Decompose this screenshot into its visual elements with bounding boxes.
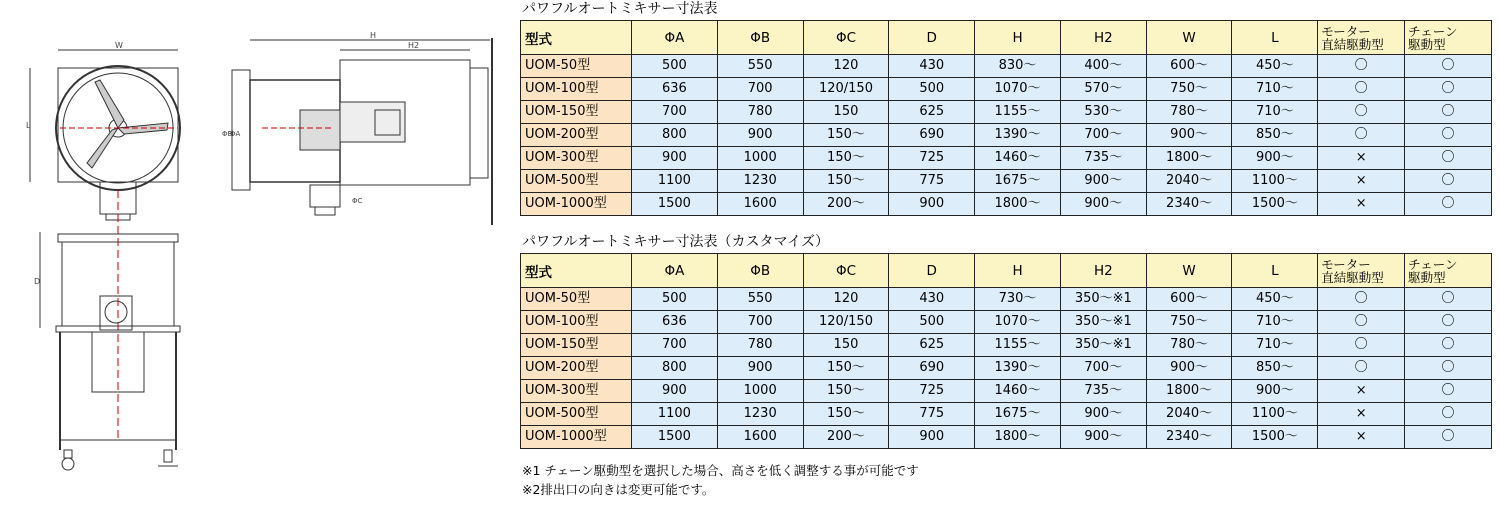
table-cell: 1100～	[1232, 170, 1318, 193]
table-row	[521, 101, 1492, 124]
header-motor-direct-line: モーター	[1321, 256, 1371, 272]
bottom-d-label: D	[34, 277, 41, 286]
table-cell: 1230	[717, 403, 803, 426]
table-cell: 〇	[1318, 55, 1405, 78]
side-phi-a-label: ΦA	[230, 130, 241, 138]
header-chain-drive	[1405, 254, 1492, 288]
header-cell: W	[1146, 21, 1232, 55]
table-cell: 〇	[1405, 334, 1492, 357]
table-header-row	[521, 21, 1492, 55]
model-cell: UOM-100型	[521, 311, 632, 334]
table-cell: 150	[803, 101, 889, 124]
table-cell: 636	[632, 311, 718, 334]
header-motor-direct	[1318, 21, 1405, 55]
table-cell: 〇	[1405, 55, 1492, 78]
table-cell: 900～	[1232, 147, 1318, 170]
table-cell: 900	[717, 124, 803, 147]
header-model: 型式	[521, 21, 632, 55]
table-cell: 900	[717, 357, 803, 380]
table-row	[521, 193, 1492, 216]
table-cell: 1800～	[1146, 380, 1232, 403]
header-cell: ΦC	[803, 254, 889, 288]
table-cell: 450～	[1232, 288, 1318, 311]
table-row	[521, 426, 1492, 449]
table-cell: 900	[889, 426, 975, 449]
table-row	[521, 170, 1492, 193]
technical-drawings	[0, 0, 510, 513]
table-cell: 730～	[975, 288, 1061, 311]
table-cell: ×	[1318, 170, 1405, 193]
model-cell: UOM-300型	[521, 380, 632, 403]
table-cell: 〇	[1405, 357, 1492, 380]
table-cell: 350～※1	[1060, 288, 1146, 311]
table-cell: 900～	[1060, 193, 1146, 216]
table-cell: 1155～	[975, 101, 1061, 124]
table-cell: 625	[889, 101, 975, 124]
table-cell: 775	[889, 403, 975, 426]
table-cell: 1100	[632, 403, 718, 426]
header-cell: D	[889, 254, 975, 288]
table-header-row	[521, 254, 1492, 288]
table-cell: 150～	[803, 357, 889, 380]
side-phi-c-label: ΦC	[352, 197, 363, 205]
table-cell: 900～	[1060, 426, 1146, 449]
table-cell: 690	[889, 357, 975, 380]
table-cell: 725	[889, 380, 975, 403]
mixer-drawing	[0, 0, 510, 513]
model-cell: UOM-50型	[521, 55, 632, 78]
table-cell: 1070～	[975, 78, 1061, 101]
table-cell: 2340～	[1146, 426, 1232, 449]
table-cell: 〇	[1318, 334, 1405, 357]
table-cell: 750～	[1146, 78, 1232, 101]
table-row	[521, 288, 1492, 311]
table-cell: 780	[717, 334, 803, 357]
table-cell: 800	[632, 124, 718, 147]
table-cell: 1500	[632, 426, 718, 449]
table-cell: 530～	[1060, 101, 1146, 124]
table-cell: 150～	[803, 170, 889, 193]
footnote-2: ※2排出口の向きは変更可能です。	[522, 482, 715, 497]
table-cell: 350～※1	[1060, 334, 1146, 357]
table-cell: 700	[632, 101, 718, 124]
table-cell: 775	[889, 170, 975, 193]
table-cell: ×	[1318, 147, 1405, 170]
table-row	[521, 78, 1492, 101]
table-cell: 900	[632, 147, 718, 170]
table-cell: 1390～	[975, 124, 1061, 147]
header-motor-direct-line: 直結駆動型	[1321, 269, 1384, 285]
header-chain-drive-line: チェーン	[1408, 23, 1458, 39]
table-cell: 700	[717, 78, 803, 101]
table-cell: 〇	[1405, 124, 1492, 147]
header-cell: ΦC	[803, 21, 889, 55]
table-cell: 1100～	[1232, 403, 1318, 426]
table-cell: 400～	[1060, 55, 1146, 78]
model-cell: UOM-200型	[521, 124, 632, 147]
side-view	[222, 31, 492, 225]
table-cell: 850～	[1232, 357, 1318, 380]
table-row	[521, 334, 1492, 357]
model-cell: UOM-500型	[521, 170, 632, 193]
table-cell: 〇	[1405, 147, 1492, 170]
table-cell: 830～	[975, 55, 1061, 78]
table-row	[521, 357, 1492, 380]
table-row	[521, 147, 1492, 170]
header-chain-drive-line: チェーン	[1408, 256, 1458, 272]
header-motor-direct-line: 直結駆動型	[1321, 36, 1384, 52]
header-cell: H2	[1060, 21, 1146, 55]
dimension-tables	[520, 0, 1495, 499]
table-cell: 〇	[1405, 311, 1492, 334]
table-cell: 430	[889, 55, 975, 78]
header-cell: L	[1232, 21, 1318, 55]
table-cell: 〇	[1318, 288, 1405, 311]
table-cell: 〇	[1405, 170, 1492, 193]
table-cell: 500	[632, 55, 718, 78]
table-cell: 1600	[717, 426, 803, 449]
model-cell: UOM-300型	[521, 147, 632, 170]
table-cell: 〇	[1318, 124, 1405, 147]
header-chain-drive-line: 駆動型	[1408, 269, 1446, 285]
table-cell: 1460～	[975, 147, 1061, 170]
table-cell: 〇	[1318, 101, 1405, 124]
table-cell: 735～	[1060, 380, 1146, 403]
table-cell: ×	[1318, 403, 1405, 426]
table-cell: 1155～	[975, 334, 1061, 357]
table-cell: 800	[632, 357, 718, 380]
table-cell: 636	[632, 78, 718, 101]
table-cell: 500	[889, 311, 975, 334]
table-cell: 850～	[1232, 124, 1318, 147]
table-cell: 〇	[1405, 101, 1492, 124]
header-cell: D	[889, 21, 975, 55]
header-cell: H2	[1060, 254, 1146, 288]
table-cell: 150～	[803, 147, 889, 170]
table-cell: 150	[803, 334, 889, 357]
table-row	[521, 380, 1492, 403]
table-cell: 200～	[803, 193, 889, 216]
table-cell: 〇	[1318, 357, 1405, 380]
table-cell: 725	[889, 147, 975, 170]
table-cell: 625	[889, 334, 975, 357]
table-cell: 710～	[1232, 311, 1318, 334]
custom-dimension-table	[520, 253, 1492, 449]
table-cell: 570～	[1060, 78, 1146, 101]
stand-view	[34, 190, 180, 470]
header-chain-drive	[1405, 21, 1492, 55]
table-cell: 900～	[1060, 403, 1146, 426]
side-phi-b-label: ΦB	[222, 130, 233, 138]
header-cell: ΦB	[717, 254, 803, 288]
table-cell: ×	[1318, 426, 1405, 449]
front-w-label: W	[115, 41, 123, 50]
model-cell: UOM-200型	[521, 357, 632, 380]
table-cell: 900～	[1146, 357, 1232, 380]
table-cell: 200～	[803, 426, 889, 449]
table-cell: 〇	[1318, 311, 1405, 334]
table-cell: 700～	[1060, 124, 1146, 147]
table-cell: 120	[803, 55, 889, 78]
model-cell: UOM-1000型	[521, 193, 632, 216]
table-cell: 450～	[1232, 55, 1318, 78]
table-cell: 700	[717, 311, 803, 334]
table-cell: 750～	[1146, 311, 1232, 334]
table-row	[521, 55, 1492, 78]
table-cell: 900～	[1060, 170, 1146, 193]
table-cell: 710～	[1232, 334, 1318, 357]
footnote-1: ※1 チェーン駆動型を選択した場合、高さを低く調整する事が可能です	[522, 463, 919, 478]
table-row	[521, 124, 1492, 147]
table-cell: 1000	[717, 147, 803, 170]
model-cell: UOM-100型	[521, 78, 632, 101]
side-h2-label: H2	[408, 41, 420, 50]
table-cell: 500	[889, 78, 975, 101]
header-chain-drive-line: 駆動型	[1408, 36, 1446, 52]
header-cell: H	[975, 254, 1061, 288]
table-cell: 735～	[1060, 147, 1146, 170]
table-cell: 550	[717, 288, 803, 311]
table-cell: 1800～	[975, 193, 1061, 216]
table-cell: 350～※1	[1060, 311, 1146, 334]
table-cell: 〇	[1405, 193, 1492, 216]
table-cell: 900～	[1146, 124, 1232, 147]
table-cell: 430	[889, 288, 975, 311]
table-cell: 710～	[1232, 101, 1318, 124]
table-cell: 1675～	[975, 170, 1061, 193]
table-row	[521, 311, 1492, 334]
table-cell: 700～	[1060, 357, 1146, 380]
table-cell: 690	[889, 124, 975, 147]
model-cell: UOM-150型	[521, 334, 632, 357]
header-motor-direct	[1318, 254, 1405, 288]
side-h-label: H	[370, 31, 377, 40]
table-cell: 〇	[1405, 426, 1492, 449]
table-cell: 1800～	[1146, 147, 1232, 170]
header-cell: ΦA	[632, 254, 718, 288]
header-cell: ΦB	[717, 21, 803, 55]
model-cell: UOM-1000型	[521, 426, 632, 449]
table-cell: 1000	[717, 380, 803, 403]
table-cell: 150～	[803, 380, 889, 403]
table-cell: 〇	[1405, 288, 1492, 311]
table-cell: 2340～	[1146, 193, 1232, 216]
table-cell: 780～	[1146, 334, 1232, 357]
header-cell: H	[975, 21, 1061, 55]
header-cell: W	[1146, 254, 1232, 288]
table-cell: 150～	[803, 403, 889, 426]
table-cell: 1390～	[975, 357, 1061, 380]
table-cell: 120/150	[803, 311, 889, 334]
table-cell: 〇	[1405, 380, 1492, 403]
table1-caption: パワフルオートミキサー寸法表	[522, 1, 718, 17]
table-cell: 700	[632, 334, 718, 357]
model-cell: UOM-500型	[521, 403, 632, 426]
table-cell: 900	[632, 380, 718, 403]
table-cell: 500	[632, 288, 718, 311]
table-cell: 1100	[632, 170, 718, 193]
table-cell: 1600	[717, 193, 803, 216]
table-cell: 600～	[1146, 55, 1232, 78]
table-cell: 600～	[1146, 288, 1232, 311]
table-cell: 780～	[1146, 101, 1232, 124]
table-cell: 900	[889, 193, 975, 216]
table-cell: 2040～	[1146, 170, 1232, 193]
table-cell: 1800～	[975, 426, 1061, 449]
table-cell: 〇	[1318, 78, 1405, 101]
table-cell: 2040～	[1146, 403, 1232, 426]
header-model: 型式	[521, 254, 632, 288]
header-cell: ΦA	[632, 21, 718, 55]
table-cell: 1460～	[975, 380, 1061, 403]
table-cell: ×	[1318, 380, 1405, 403]
header-motor-direct-line: モーター	[1321, 23, 1371, 39]
table-cell: 1500～	[1232, 426, 1318, 449]
table-cell: 1500	[632, 193, 718, 216]
table-cell: 900～	[1232, 380, 1318, 403]
dimension-table	[520, 20, 1492, 216]
model-cell: UOM-150型	[521, 101, 632, 124]
header-cell: L	[1232, 254, 1318, 288]
table-cell: 120	[803, 288, 889, 311]
table2-caption: パワフルオートミキサー寸法表（カスタマイズ）	[522, 234, 830, 250]
table-cell: 120/150	[803, 78, 889, 101]
table-cell: 1070～	[975, 311, 1061, 334]
front-view	[26, 41, 180, 220]
table-cell: 1675～	[975, 403, 1061, 426]
model-cell: UOM-50型	[521, 288, 632, 311]
table-cell: 710～	[1232, 78, 1318, 101]
table-row	[521, 403, 1492, 426]
table-cell: 〇	[1405, 403, 1492, 426]
table-cell: 1230	[717, 170, 803, 193]
table-cell: ×	[1318, 193, 1405, 216]
table-cell: 1500～	[1232, 193, 1318, 216]
table-cell: 780	[717, 101, 803, 124]
front-l-label: L	[26, 121, 31, 130]
table-cell: 550	[717, 55, 803, 78]
table-cell: 150～	[803, 124, 889, 147]
table-cell: 〇	[1405, 78, 1492, 101]
footnotes	[522, 461, 1495, 499]
